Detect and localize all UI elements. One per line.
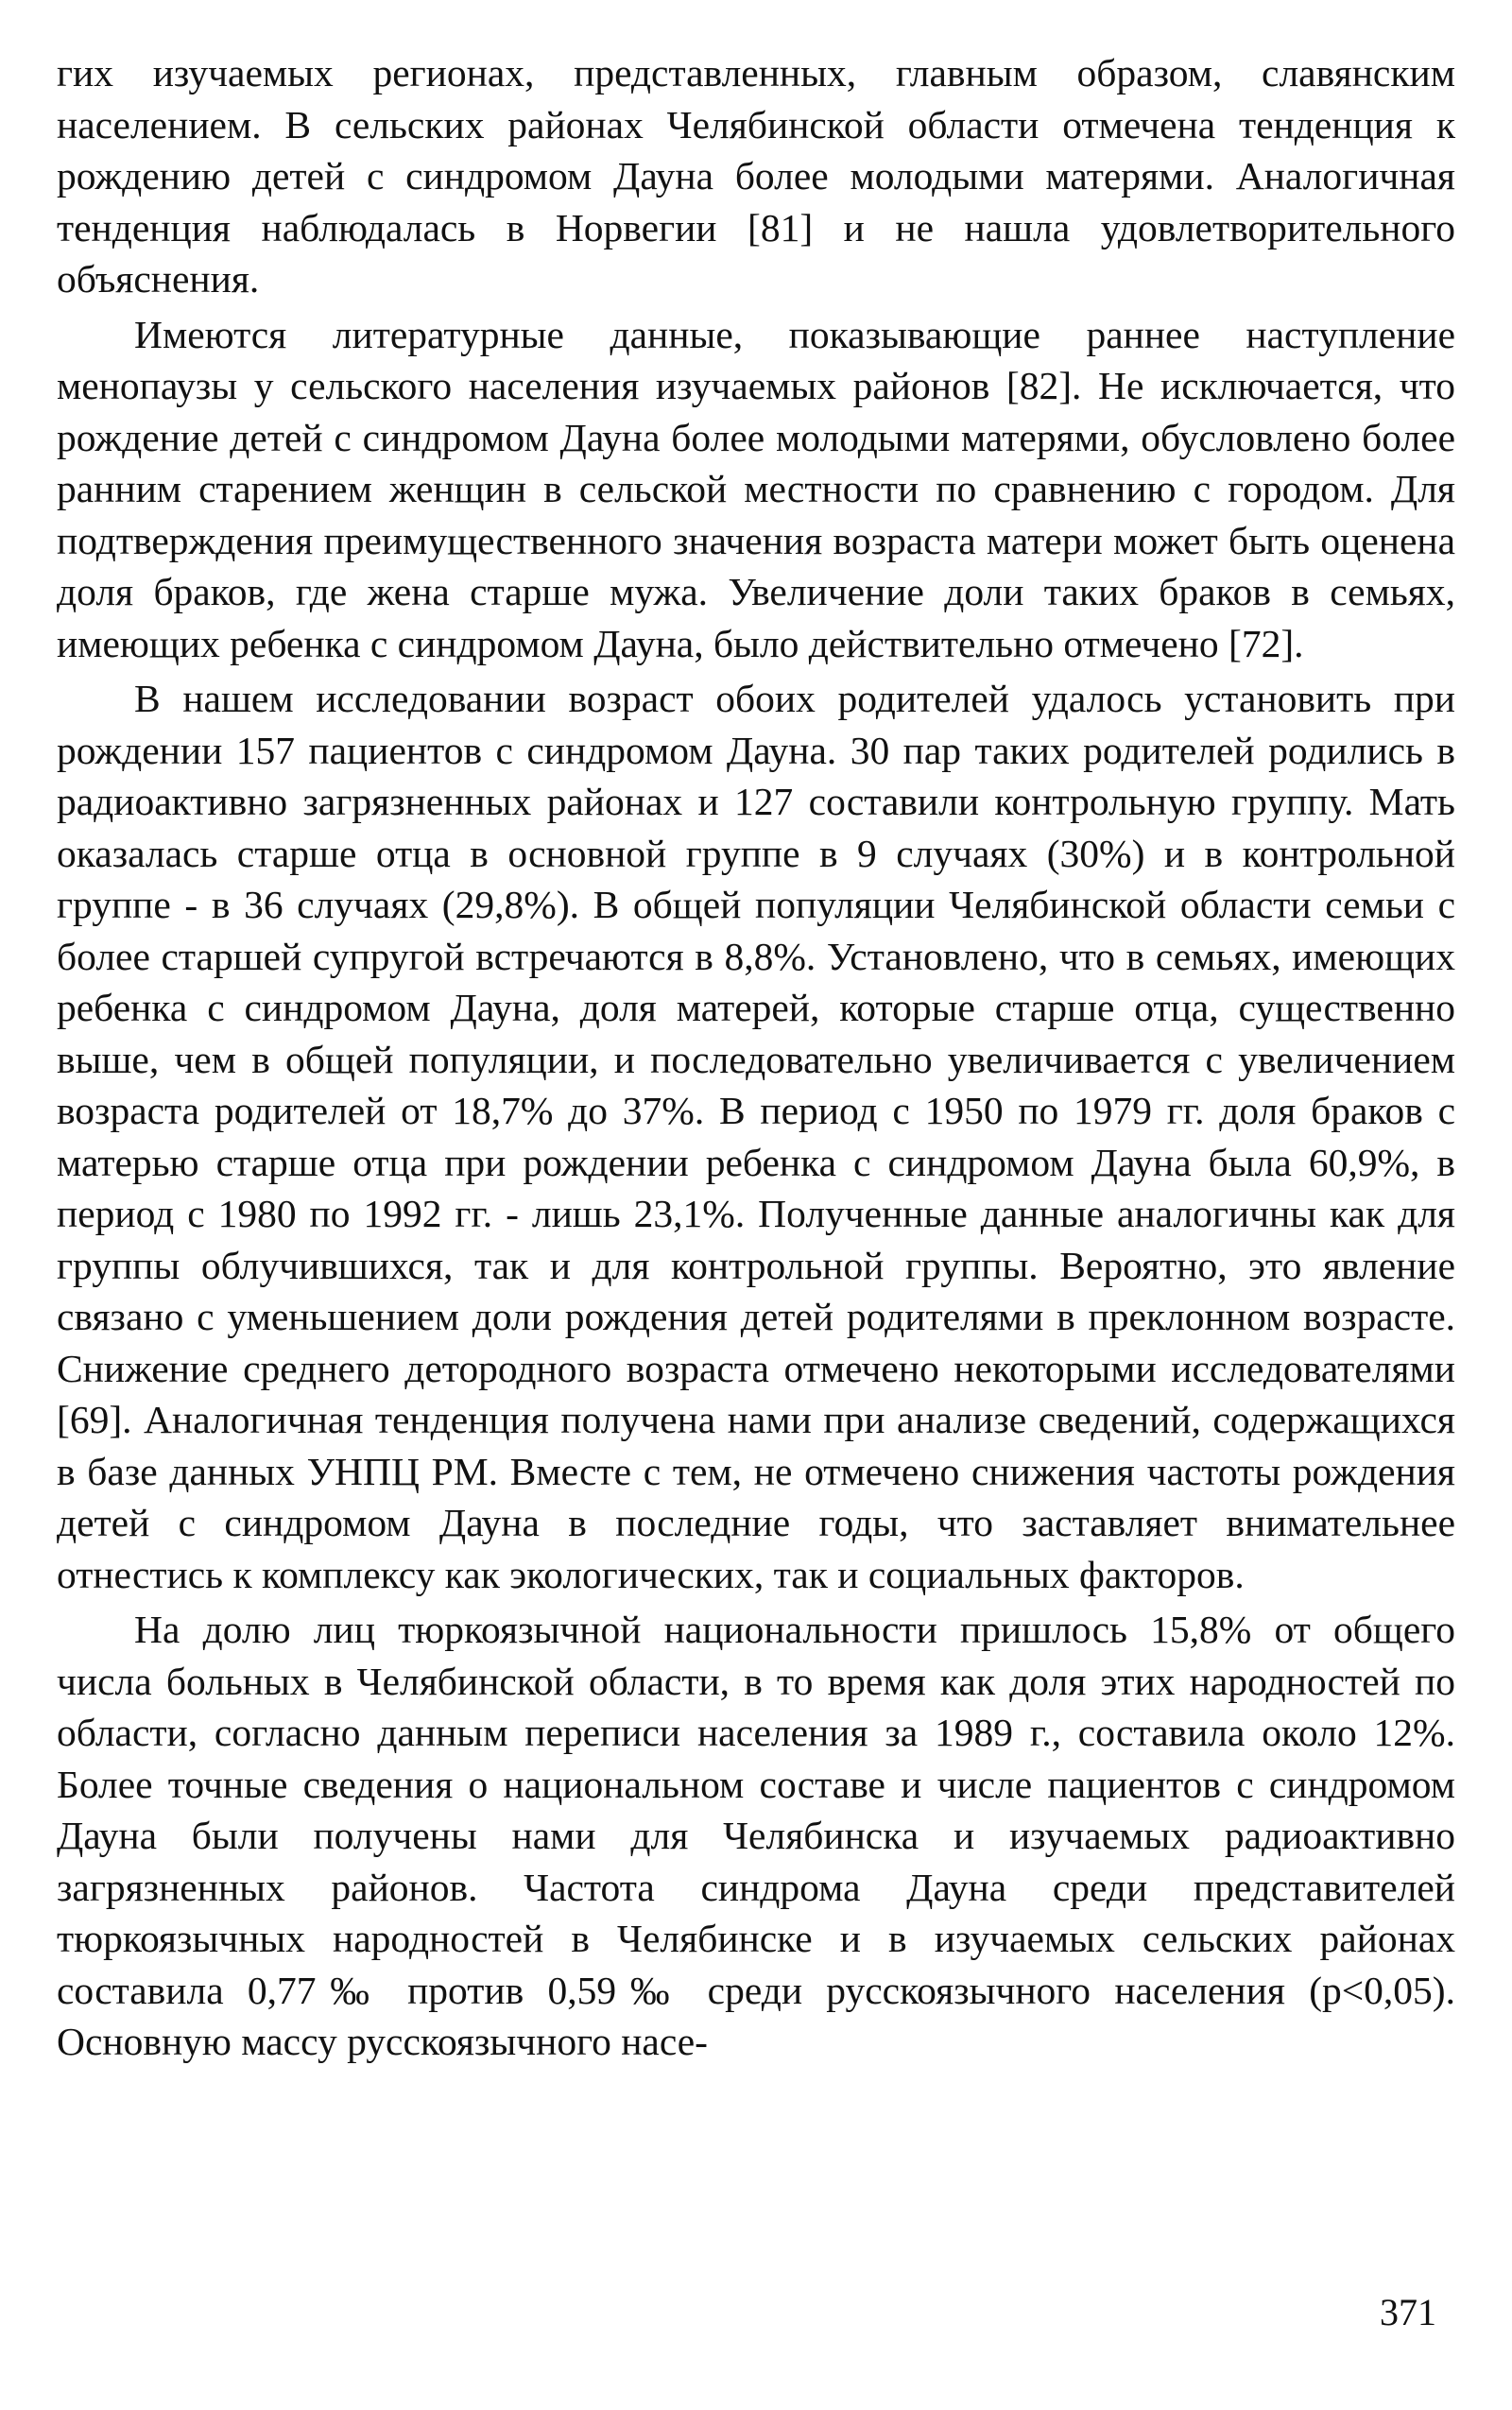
paragraph-3: В нашем исследовании возраст обоих родителей удалось установить при рождении 157 пациентов с синдромом Дауна. 30 пар таких родителей родились в радиоактивно загрязненных районах и 127 составили контрольную группу. Мать оказалась старше отца в основной группе в 9 случаях (30%) и в контрольной группе - в 36 случаях (29,8%). В общей популяции Челябинской области семьи с более старшей супругой встречаются в 8,8%. Установлено, что в семьях, имеющих ребенка с синдромом Дауна, доля матерей, которые старше отца, существенно выше, чем в общей популяции, и последовательно увеличивается с увеличением возраста родителей от 18,7% до 37%. В период с 1950 по 1979 гг. доля браков с матерью старше отца при рождении ребенка с синдромом Дауна была 60,9%, в период с 1980 по 1992 гг. - лишь 23,1%. Полученные данные аналогичны как для группы облучившихся, так и для контрольной группы. Вероятно, это явление связано с уменьшением доли рождения детей родителями в преклонном возрасте. Снижение среднего детородного возраста отмечено некоторыми исследователями [69]. Аналогичная тенденция получена нами при анализе сведений, содержащихся в базе данных УНПЦ РМ. Вместе с тем, не отмечено снижения частоты рождения детей с синдромом Дауна в последние годы, что заставляет внимательнее отнестись к комплексу как экологических, так и социальных факторов. xyxy=(57,677,1455,1596)
paragraph-1: гих изучаемых регионах, представленных, главным образом, славянским населением. В сельских районах Челябинской области отмечена тенденция к рождению детей с синдромом Дауна более молодыми матерями. Аналогичная тенденция наблюдалась в Норвегии [81] и не нашла удовлетворительного объяснения. xyxy=(57,51,1455,301)
document-page xyxy=(57,47,1455,2353)
paragraph-2: Имеются литературные данные, показывающие раннее наступление менопаузы у сельского населения изучаемых районов [82]. Не исключается, что рождение детей с синдромом Дауна более молодыми матерями, обусловлено более ранним старением женщин в сельской местности по сравнению с городом. Для подтверждения преимущественного значения возраста матери может быть оценена доля браков, где жена старше мужа. Увеличение доли таких браков в семьях, имеющих ребенка с синдромом Дауна, было действительно отмечено [72]. xyxy=(57,312,1455,665)
paragraph-4: На долю лиц тюркоязычной национальности пришлось 15,8% от общего числа больных в Челябинской области, в то время как доля этих народностей по области, согласно данным переписи населения за 1989 г., составила около 12%. Более точные сведения о национальном составе и числе пациентов с синдромом Дауна были получены нами для Челябинска и изучаемых радиоактивно загрязненных районов. Частота синдрома Дауна среди представителей тюркоязычных народностей в Челябинске и в изучаемых сельских районах составила 0,77‰ против 0,59‰ среди русскоязычного населения (р<0,05). Основную массу русскоязычного насе- xyxy=(57,1608,1455,2063)
page-number: 371 xyxy=(1380,2291,1436,2333)
